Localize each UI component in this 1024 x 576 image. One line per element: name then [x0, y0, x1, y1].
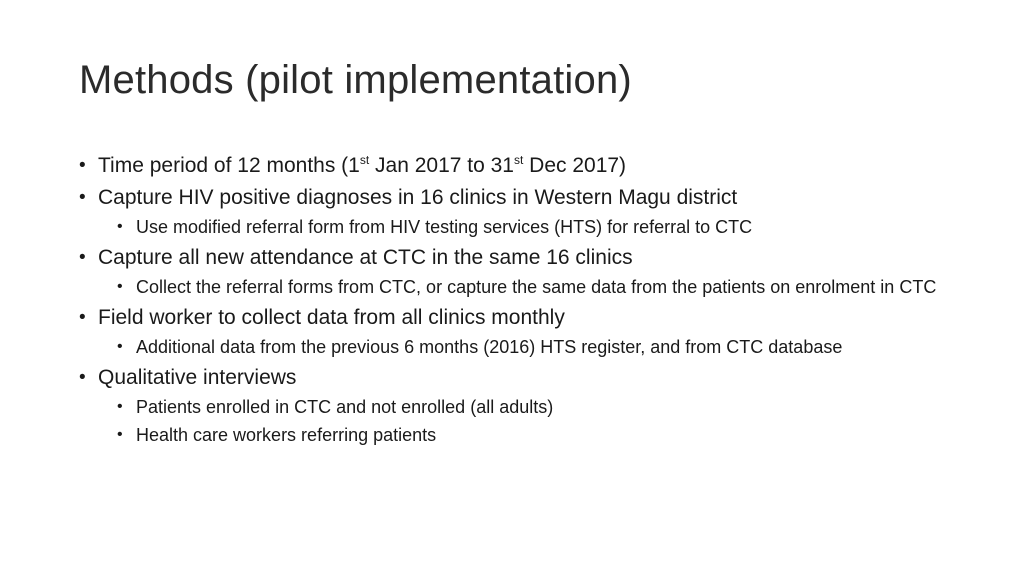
- sub-bullet-dot: •: [117, 278, 123, 295]
- bullet-text: Field worker to collect data from all clinics monthly: [98, 306, 565, 329]
- bullet-field-worker: [79, 304, 959, 332]
- bullet-text: Qualitative interviews: [98, 366, 297, 389]
- bullet-text: Capture HIV positive diagnoses in 16 clinics in Western Magu district: [98, 186, 738, 209]
- bullet-dot: •: [79, 187, 86, 208]
- sub-bullet-text: Collect the referral forms from CTC, or capture the same data from the patients on enrolment in CTC: [136, 277, 937, 297]
- superscript-st: st: [513, 153, 524, 167]
- bullet-text-part: Time period of 12 months (1: [98, 154, 360, 177]
- bullet-text-part: Dec 2017): [523, 154, 627, 177]
- bullet-dot: •: [79, 155, 86, 176]
- bullet-capture-attendance: [79, 244, 959, 272]
- sub-bullet-health-workers: [117, 424, 959, 446]
- bullet-text-part: Jan 2017 to 31: [369, 154, 514, 177]
- sub-bullet-additional-data: [117, 336, 959, 358]
- sub-bullet-dot: •: [117, 338, 123, 355]
- sub-bullet-dot: •: [117, 426, 123, 443]
- bullet-capture-hiv: [79, 184, 959, 212]
- sub-bullet-referral-form: [117, 216, 959, 238]
- sub-bullet-dot: •: [117, 218, 123, 235]
- sub-bullet-dot: •: [117, 398, 123, 415]
- bullet-time-period: [79, 152, 959, 180]
- bullet-qualitative: [79, 364, 959, 392]
- slide-title: Methods (pilot implementation): [79, 58, 632, 102]
- bullet-dot: •: [79, 307, 86, 328]
- sub-bullet-text: Health care workers referring patients: [136, 425, 437, 445]
- superscript-st: st: [359, 153, 370, 167]
- slide-content: [79, 152, 959, 452]
- sub-bullet-text: Patients enrolled in CTC and not enrolled (all adults): [136, 397, 554, 417]
- sub-bullet-text: Additional data from the previous 6 months (2016) HTS register, and from CTC database: [136, 337, 843, 357]
- sub-bullet-text: Use modified referral form from HIV testing services (HTS) for referral to CTC: [136, 217, 753, 237]
- bullet-text: Capture all new attendance at CTC in the same 16 clinics: [98, 246, 633, 269]
- bullet-dot: •: [79, 247, 86, 268]
- sub-bullet-patients: [117, 396, 959, 418]
- sub-bullet-collect-forms: [117, 276, 959, 298]
- bullet-dot: •: [79, 367, 86, 388]
